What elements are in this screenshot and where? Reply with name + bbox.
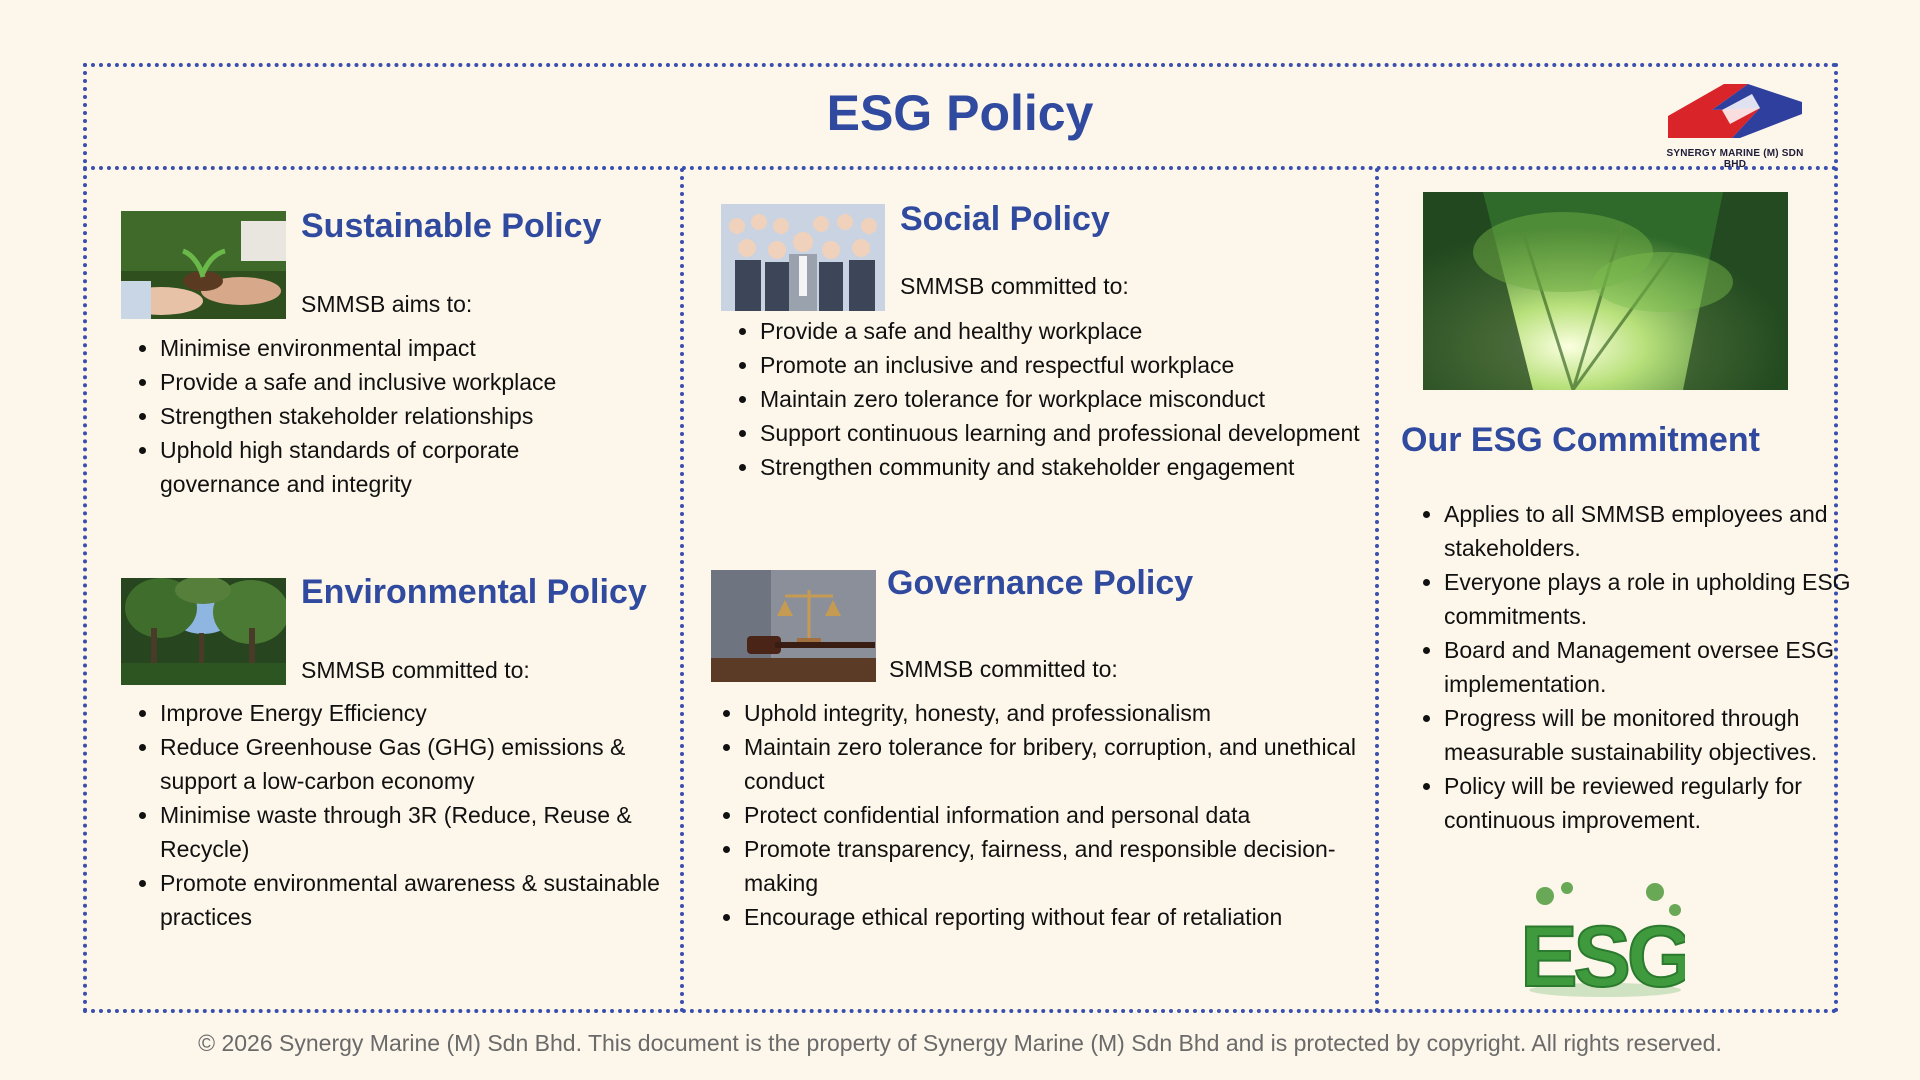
esg-commitment-list (1406, 497, 1854, 837)
governance-policy-intro: SMMSB committed to: (889, 656, 1118, 682)
list-item: • Promote environmental awareness & sustainable practices (160, 866, 690, 934)
list-item: • Promote transparency, fairness, and responsible decision-making (744, 832, 1384, 900)
list-item: • Strengthen community and stakeholder engagement (760, 450, 1385, 484)
esg-commitment-title: Our ESG Commitment (1401, 421, 1760, 459)
team-people-image (721, 204, 885, 311)
social-policy-list (722, 314, 1385, 484)
list-item: • Provide a safe and inclusive workplace (160, 365, 615, 399)
header-divider (83, 166, 1838, 170)
esg-illustration-text: ESG (1525, 909, 1685, 998)
page-title: ESG Policy (826, 85, 1094, 141)
list-item: • Maintain zero tolerance for workplace misconduct (760, 382, 1385, 416)
environmental-policy-list (122, 696, 690, 934)
list-item: • Minimise waste through 3R (Reduce, Reuse & Recycle) (160, 798, 690, 866)
list-item: • Maintain zero tolerance for bribery, corruption, and unethical conduct (744, 730, 1384, 798)
list-item: • Protect confidential information and personal data (744, 798, 1384, 832)
sustainable-policy-intro: SMMSB aims to: (301, 291, 473, 317)
environmental-policy-intro: SMMSB committed to: (301, 657, 530, 683)
list-item: • Uphold integrity, honesty, and professionalism (744, 696, 1384, 730)
list-item: • Encourage ethical reporting without fear of retaliation (744, 900, 1384, 934)
gavel-scales-image (711, 570, 876, 682)
sustainable-policy-title: Sustainable Policy (301, 207, 602, 245)
list-item: • Improve Energy Efficiency (160, 696, 690, 730)
company-logo (1660, 80, 1810, 170)
list-item: • Reduce Greenhouse Gas (GHG) emissions & support a low-carbon economy (160, 730, 690, 798)
governance-policy-title: Governance Policy (887, 564, 1194, 602)
governance-policy-list (706, 696, 1384, 934)
list-item: • Applies to all SMMSB employees and stakeholders. (1444, 497, 1854, 565)
environmental-policy-title: Environmental Policy (301, 573, 647, 611)
list-item: • Promote an inclusive and respectful workplace (760, 348, 1385, 382)
copyright-footer: © 2026 Synergy Marine (M) Sdn Bhd. This document is the property of Synergy Marine (M) Sdn Bhd and is protected by copyright. All rights reserved. (198, 1030, 1722, 1056)
list-item: • Everyone plays a role in upholding ESG commitments. (1444, 565, 1854, 633)
hands-seedling-image (121, 211, 286, 319)
list-item: • Progress will be monitored through measurable sustainability objectives. (1444, 701, 1854, 769)
sustainable-policy-list (122, 331, 615, 501)
esg-illustration (1525, 880, 1685, 998)
social-policy-intro: SMMSB committed to: (900, 273, 1129, 299)
list-item: • Policy will be reviewed regularly for continuous improvement. (1444, 769, 1854, 837)
green-trees-image (1423, 192, 1788, 390)
list-item: • Uphold high standards of corporate governance and integrity (160, 433, 615, 501)
forest-canopy-image (121, 578, 286, 685)
list-item: • Board and Management oversee ESG implementation. (1444, 633, 1854, 701)
logo-company-text: SYNERGY MARINE (M) SDN BHD (1666, 148, 1804, 170)
list-item: • Support continuous learning and professional development (760, 416, 1385, 450)
social-policy-title: Social Policy (900, 200, 1110, 238)
list-item: • Strengthen stakeholder relationships (160, 399, 615, 433)
list-item: • Minimise environmental impact (160, 331, 615, 365)
list-item: • Provide a safe and healthy workplace (760, 314, 1385, 348)
